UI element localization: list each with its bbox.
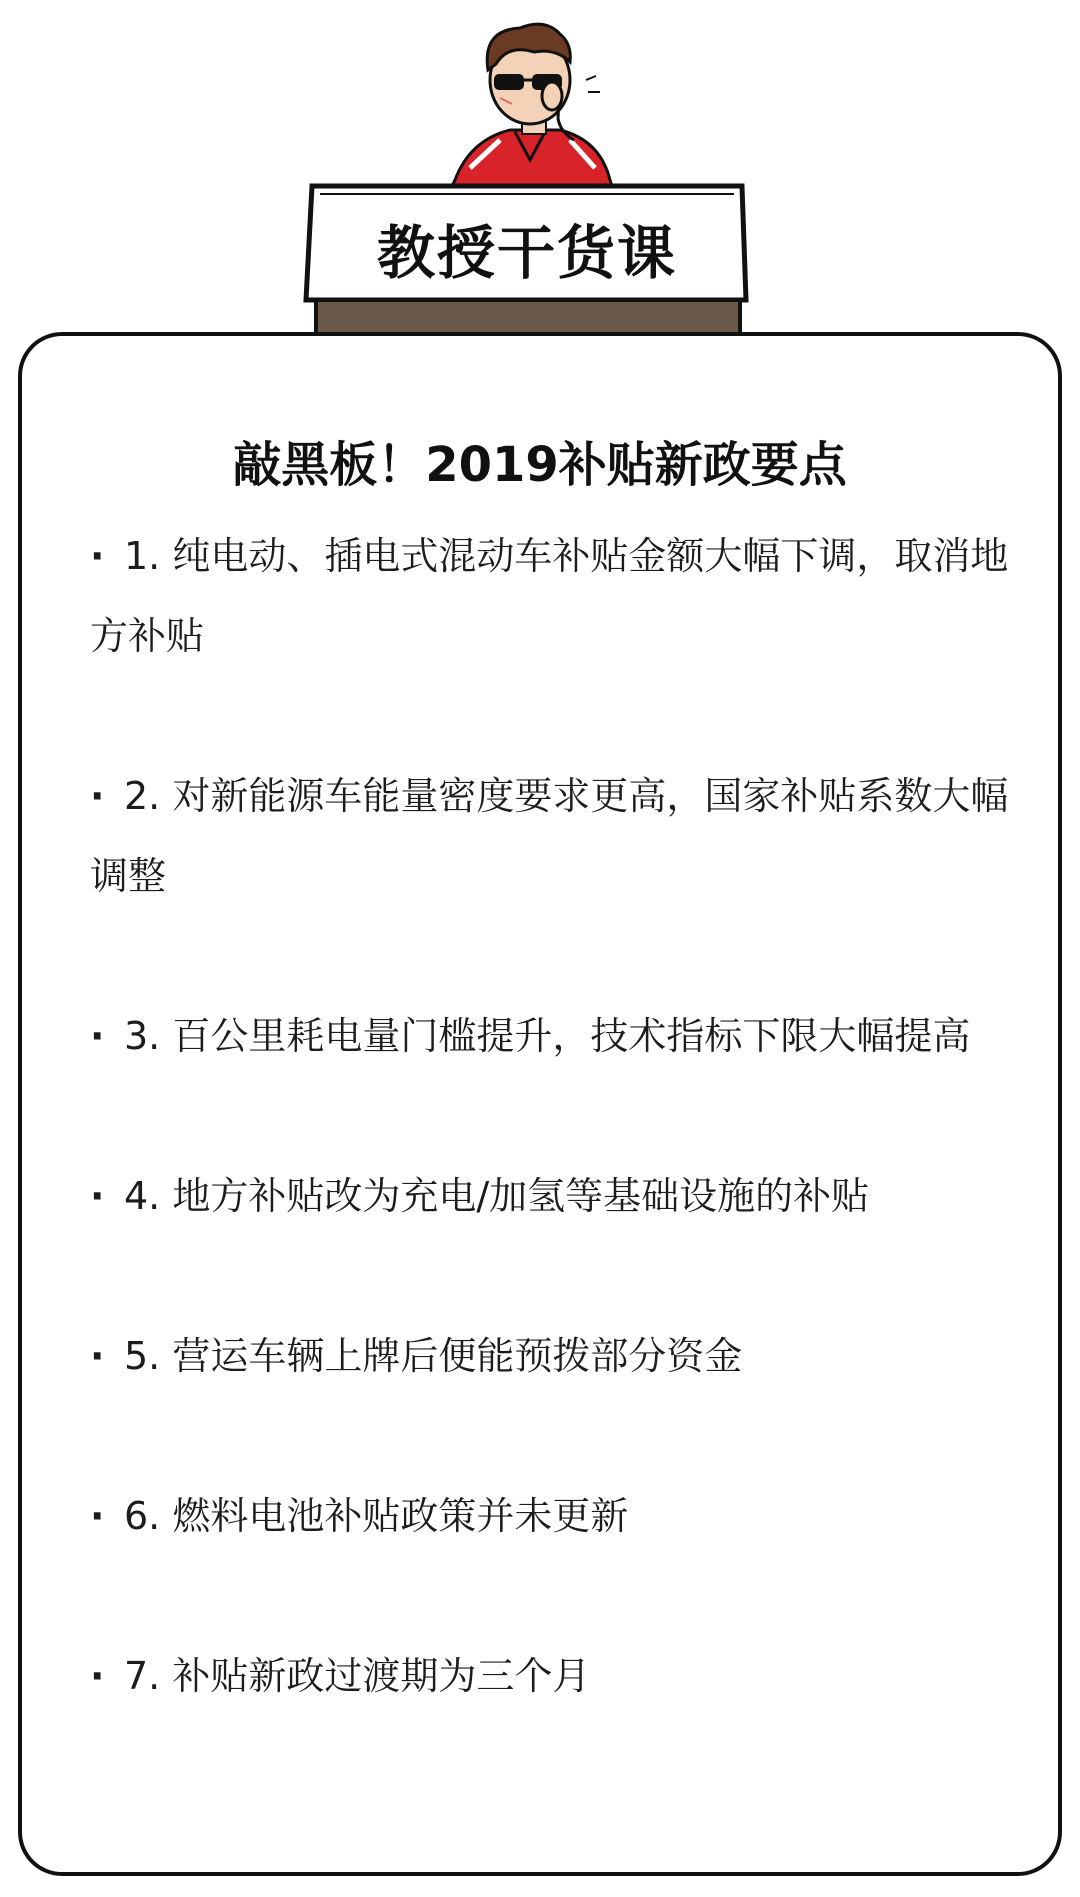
point-text: 7. 补贴新政过渡期为三个月 [124, 1654, 591, 1698]
point-text: 4. 地方补贴改为充电/加氢等基础设施的补贴 [124, 1174, 870, 1218]
point-text: 1. 纯电动、插电式混动车补贴金额大幅下调，取消地方补贴 [90, 534, 1009, 658]
point-text: 6. 燃料电池补贴政策并未更新 [124, 1494, 629, 1538]
point-text: 3. 百公里耗电量门槛提升，技术指标下限大幅提高 [124, 1014, 971, 1058]
list-item [90, 1476, 1010, 1556]
list-item [90, 516, 1010, 676]
bullet-icon: · [90, 534, 105, 578]
point-text: 5. 营运车辆上牌后便能预拨部分资金 [124, 1334, 743, 1378]
key-points-list [90, 516, 1010, 1796]
list-item [90, 1636, 1010, 1716]
card-title: 敲黑板！2019补贴新政要点 [233, 437, 847, 493]
header-illustration [0, 0, 1080, 340]
list-item [90, 996, 1010, 1076]
list-item [90, 1316, 1010, 1396]
bullet-icon: · [90, 1174, 105, 1218]
list-item [90, 1156, 1010, 1236]
bullet-icon: · [90, 1014, 105, 1058]
content-card [18, 332, 1062, 1876]
bullet-icon: · [90, 1494, 105, 1538]
bullet-icon: · [90, 1654, 105, 1698]
bullet-icon: · [90, 1334, 105, 1378]
bullet-icon: · [90, 774, 105, 818]
point-text: 2. 对新能源车能量密度要求更高，国家补贴系数大幅调整 [90, 774, 1009, 898]
podium-title: 教授干货课 [376, 219, 677, 287]
list-item [90, 756, 1010, 916]
